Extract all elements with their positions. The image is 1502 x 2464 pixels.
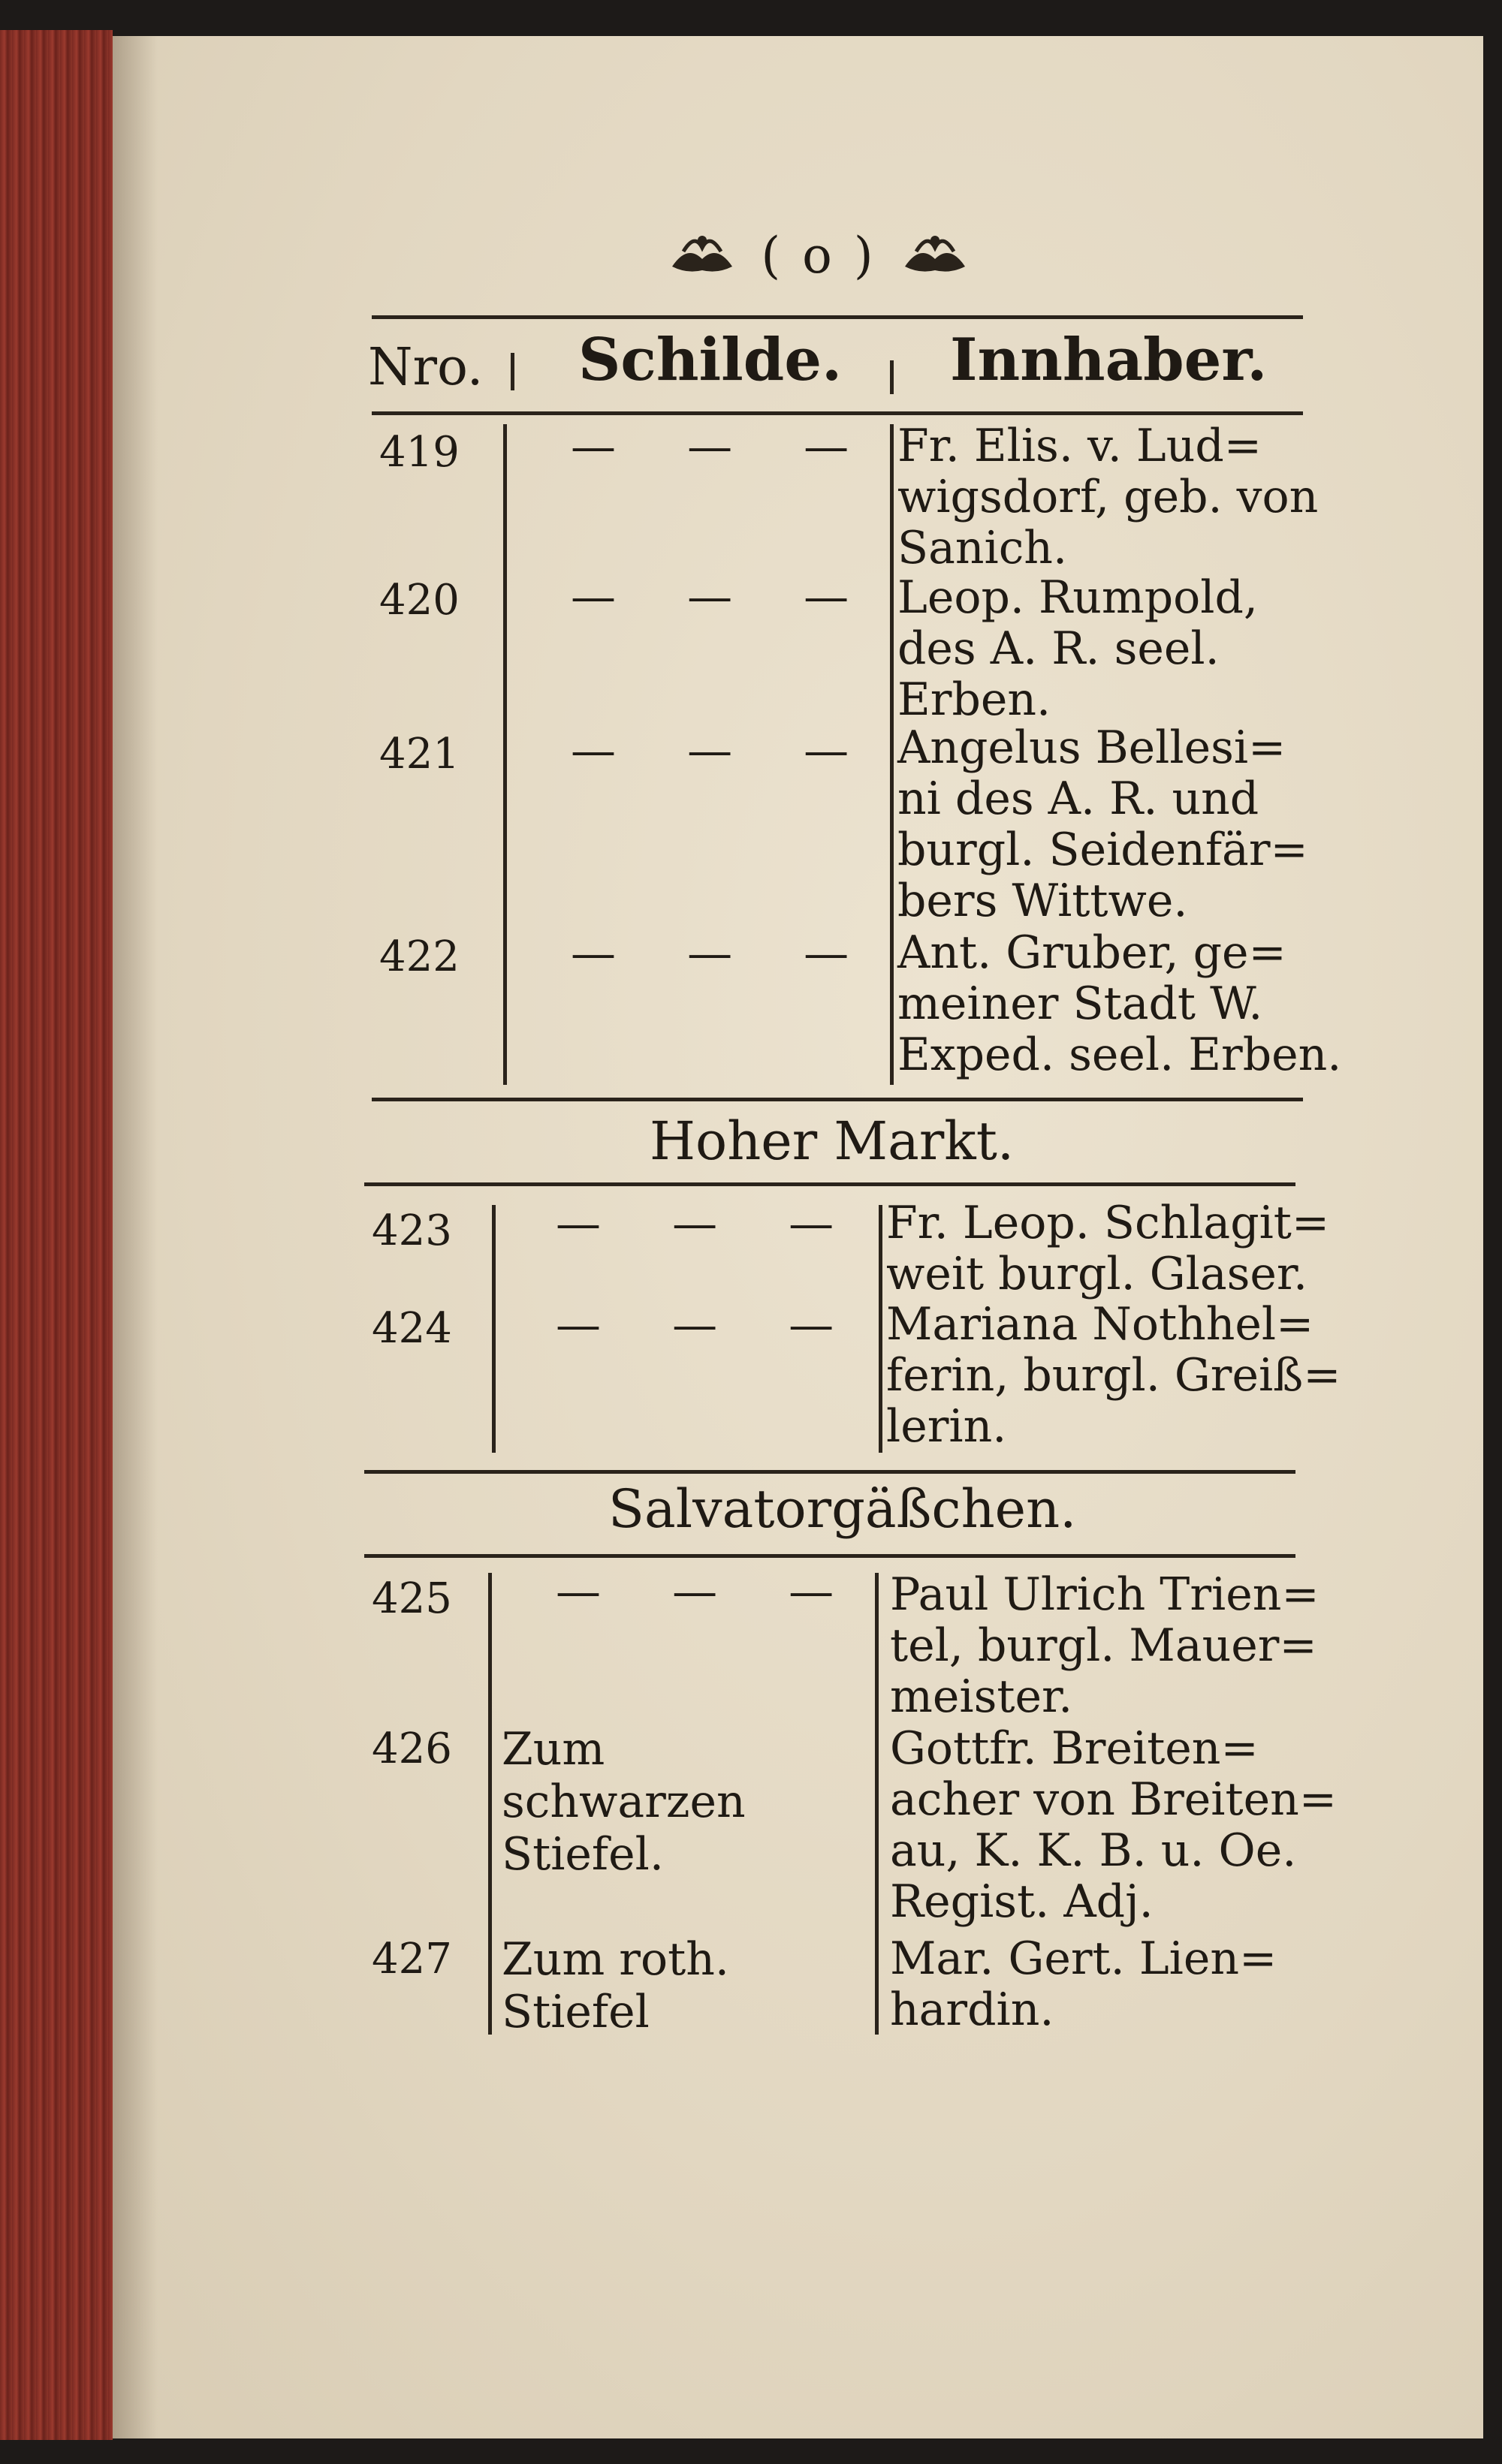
entry-sign: Zum schwarzen Stiefel. <box>502 1723 746 1881</box>
entry-number: 427 <box>372 1935 452 1984</box>
entry-sign: Zum roth. Stiefel <box>502 1933 729 2038</box>
floral-ornament-icon <box>897 229 973 282</box>
section-rule <box>372 1098 1303 1101</box>
column-header-number: Nro. <box>368 338 484 397</box>
column-divider <box>492 1205 496 1453</box>
section-title: Salvatorgäßchen. <box>608 1478 1077 1540</box>
header-divider <box>511 353 514 390</box>
entry-owner: Paul Ulrich Trien= tel, burgl. Mauer= meister. <box>890 1568 1320 1723</box>
entry-owner: Fr. Elis. v. Lud= wigsdorf, geb. von Sanich. <box>897 420 1319 574</box>
header-bottom-rule <box>372 411 1303 415</box>
entry-owner: Angelus Bellesi= ni des A. R. und burgl. Seidenfär= bers Wittwe. <box>897 721 1308 927</box>
entry-owner: Leop. Rumpold, des A. R. seel. Erben. <box>897 571 1258 726</box>
header-divider <box>890 360 894 394</box>
entry-number: 423 <box>372 1206 452 1255</box>
entry-sign: — — — <box>571 724 878 777</box>
entry-owner: Fr. Leop. Schlagit= weit burgl. Glaser. <box>886 1197 1330 1300</box>
entry-owner: Mar. Gert. Lien= hardin. <box>890 1932 1277 2036</box>
floral-ornament-icon <box>665 229 740 282</box>
entry-sign: — — — <box>571 927 878 980</box>
book-edge <box>0 30 113 2440</box>
entry-owner: Gottfr. Breiten= acher von Breiten= au, K. K. B. u. Oe. Regist. Adj. <box>890 1722 1338 1928</box>
entry-sign: — — — <box>556 1197 863 1250</box>
entry-sign: — — — <box>571 420 878 473</box>
section-title: Hoher Markt. <box>650 1110 1015 1172</box>
entry-number: 422 <box>379 932 460 981</box>
entry-number: 426 <box>372 1724 452 1773</box>
page-number: ( o ) <box>761 226 876 285</box>
column-header-owner: Innhaber. <box>950 326 1268 394</box>
entry-number: 419 <box>379 428 460 477</box>
gutter-shadow <box>113 36 158 2438</box>
section-rule <box>364 1182 1295 1186</box>
entry-owner: Mariana Nothhel= ferin, burgl. Greiß= lerin. <box>886 1298 1341 1453</box>
entry-number: 425 <box>372 1574 452 1623</box>
column-divider <box>890 424 894 1085</box>
entry-number: 420 <box>379 576 460 625</box>
column-divider <box>503 424 507 1085</box>
entry-sign: — — — <box>571 571 878 623</box>
column-divider <box>879 1205 882 1453</box>
entry-number: 424 <box>372 1304 452 1353</box>
header-top-rule <box>372 315 1303 319</box>
entry-sign: — — — <box>556 1299 863 1351</box>
column-divider <box>488 1573 492 2035</box>
section-rule <box>364 1470 1295 1474</box>
page-header <box>661 214 976 297</box>
entry-sign: — — — <box>556 1565 863 1618</box>
column-header-sign: Schilde. <box>578 326 843 394</box>
column-divider <box>875 1573 879 2035</box>
section-rule <box>364 1554 1295 1558</box>
entry-owner: Ant. Gruber, ge= meiner Stadt W. Exped. seel. Erben. <box>897 926 1342 1081</box>
entry-number: 421 <box>379 730 460 779</box>
